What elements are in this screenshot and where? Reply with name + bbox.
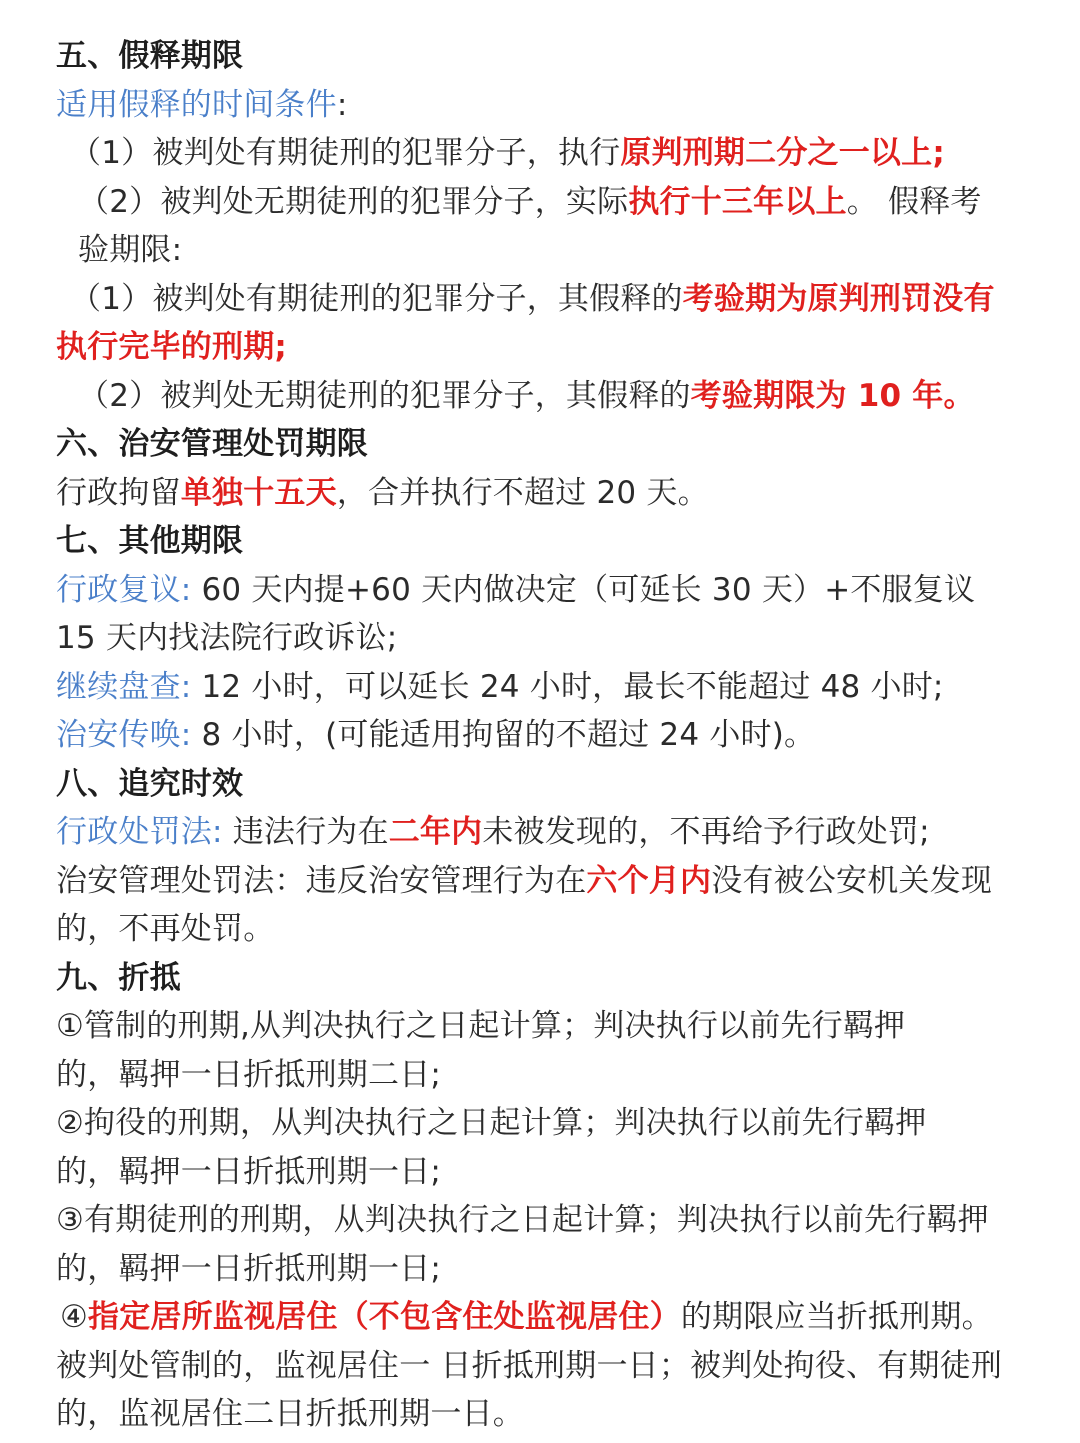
- s8-p2-text: 治安管理处罚法：违反治安管理行为在: [56, 862, 587, 899]
- s7-item-continued-inspection: [56, 663, 1016, 712]
- document-body: [56, 32, 1016, 1439]
- s7-continued-inspection-text: 12 小时，可以延长 24 小时，最长不能超过 48 小时;: [191, 668, 944, 705]
- section-7-heading: 七、其他期限: [56, 523, 244, 559]
- s8-p1-highlight: 二年内: [388, 814, 483, 850]
- s5-paragraph-2: [56, 178, 1016, 275]
- s7-item-admin-review: [56, 566, 1016, 663]
- s5-p4-highlight: 考验期限为 10 年。: [690, 377, 975, 414]
- s5-paragraph-4: [56, 372, 1016, 421]
- s8-p1-text: 违法行为在: [222, 814, 389, 850]
- s9-item-2: ②拘役的刑期，从判决执行之日起计算；判决执行以前先行羁押的，羁押一日折抵刑期一日;: [56, 1105, 927, 1190]
- section-5-heading: 五、假释期限: [56, 38, 244, 74]
- s5-p2-tail-2: 验期限:: [78, 232, 183, 268]
- section-6-heading: 六、治安管理处罚期限: [56, 426, 368, 462]
- s5-condition-label-line: [56, 81, 1016, 130]
- s5-p1-highlight: 原判刑期二分之一以上;: [620, 135, 945, 171]
- s5-paragraph-3: [56, 275, 1016, 372]
- s9-item-4-text: 的期限应当折抵刑期。被判处管制的，监视居住一 日折抵刑期一日；被判处拘役、有期徒刑的，监视居住二日折抵刑期一日。: [56, 1299, 1003, 1432]
- s5-p2-text: （2）被判处无期徒刑的犯罪分子，实际: [78, 183, 629, 220]
- s6-p1-text: 行政拘留: [56, 474, 181, 511]
- s8-p2-tail: 没有被公安机关发现的，不再处罚。: [56, 862, 993, 947]
- s6-p1-highlight: 单独十五天: [180, 474, 337, 511]
- s5-p3-text: （1）被判处有期徒刑的犯罪分子，其假释的: [70, 280, 683, 317]
- s5-p4-text: （2）被判处无期徒刑的犯罪分子，其假释的: [78, 377, 691, 414]
- s9-item-4-marker: ④: [60, 1299, 88, 1335]
- s5-condition-colon: :: [336, 86, 348, 123]
- s8-paragraph-1: [56, 808, 1016, 857]
- s7-admin-review-label: 行政复议:: [56, 571, 192, 608]
- s7-summons-label: 治安传唤:: [56, 717, 192, 753]
- s7-summons-text: 8 小时，(可能适用拘留的不超过 24 小时)。: [191, 717, 816, 753]
- section-8-heading: 八、追究时效: [56, 765, 244, 802]
- s5-p2-highlight: 执行十三年以上: [628, 183, 847, 220]
- s5-paragraph-1: [56, 129, 1016, 178]
- s9-item-4: [56, 1293, 1016, 1439]
- s6-paragraph-1: [56, 469, 1016, 518]
- s7-admin-review-text: 60 天内提+60 天内做决定（可延长 30 天）+不服复议 15 天内找法院行政诉讼;: [56, 571, 976, 656]
- s8-admin-penalty-label: 行政处罚法:: [56, 814, 223, 850]
- section-9-heading: 九、折抵: [56, 959, 181, 996]
- s9-item-4-highlight: 指定居所监视居住（不包含住处监视居住）: [88, 1299, 681, 1335]
- s5-p3-highlight: 考验期为原判刑罚没有执行完毕的刑期;: [56, 280, 995, 365]
- s8-paragraph-2: [56, 857, 1016, 954]
- s9-item-1: ①管制的刑期,从判决执行之日起计算；判决执行以前先行羁押的，羁押一日折抵刑期二日;: [56, 1008, 906, 1093]
- s5-condition-label: 适用假释的时间条件: [56, 86, 337, 123]
- s8-p2-highlight: 六个月内: [586, 862, 712, 899]
- s9-item-3: ③有期徒刑的刑期，从判决执行之日起计算；判决执行以前先行羁押的，羁押一日折抵刑期一日;: [56, 1202, 989, 1287]
- s6-p1-tail: ，合并执行不超过 20 天。: [336, 474, 709, 511]
- s7-continued-inspection-label: 继续盘查:: [56, 668, 192, 705]
- s7-item-public-security-summons: [56, 711, 1016, 760]
- s5-p2-tail: 。 假释考: [846, 183, 982, 220]
- s5-p1-text: （1）被判处有期徒刑的犯罪分子，执行: [70, 135, 621, 171]
- s8-p1-tail: 未被发现的，不再给予行政处罚;: [482, 814, 930, 850]
